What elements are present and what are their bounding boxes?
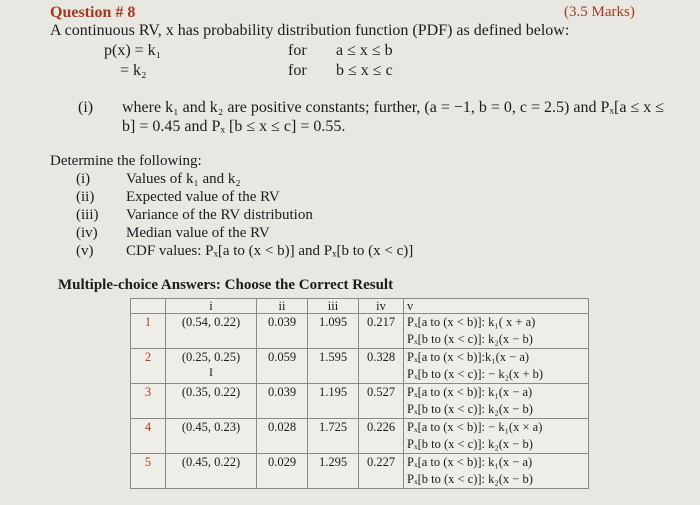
header-blank — [131, 299, 166, 314]
answer-option-row[interactable] — [131, 419, 589, 454]
text-cursor-icon: I — [209, 365, 213, 379]
option-value-v — [404, 349, 589, 384]
option-v-line-1: Pₓ[a to (x < b)]: k₁(x − a) — [407, 385, 533, 399]
column-header-iii: iii — [308, 299, 359, 314]
option-value-iv: 0.227 — [359, 454, 404, 489]
question-marks: (3.5 Marks) — [564, 4, 635, 20]
option-value-v — [404, 384, 589, 419]
option-number: 4 — [131, 419, 166, 454]
pdf-line2-for: for — [288, 62, 307, 79]
option-number: 2 — [131, 349, 166, 384]
task-num: (ii) — [76, 189, 95, 205]
option-value-i: (0.35, 0.22) — [166, 384, 257, 419]
answers-header-row — [131, 299, 589, 314]
option-value-iv: 0.328 — [359, 349, 404, 384]
option-value-i: (0.45, 0.22) — [166, 454, 257, 489]
column-header-i: i — [166, 299, 257, 314]
option-value-iv: 0.226 — [359, 419, 404, 454]
option-value-iii: 1.095 — [308, 314, 359, 349]
pdf-line1-for: for — [288, 42, 307, 59]
option-value-v — [404, 314, 589, 349]
option-v-line-2: Pₓ[b to (x < c)]: k₂(x − b) — [407, 437, 533, 451]
answer-option-row[interactable] — [131, 349, 589, 384]
question-title: Question # 8 — [50, 4, 136, 21]
option-number: 3 — [131, 384, 166, 419]
option-v-line-1: Pₓ[a to (x < b)]: − k₁(x × a) — [407, 420, 543, 434]
option-value-iii: 1.195 — [308, 384, 359, 419]
answers-heading: Multiple-choice Answers: Choose the Correct Result — [58, 277, 394, 293]
option-value-ii: 0.029 — [257, 454, 308, 489]
option-value-iii: 1.295 — [308, 454, 359, 489]
option-number: 5 — [131, 454, 166, 489]
answer-option-row[interactable] — [131, 454, 589, 489]
option-value-iii: 1.725 — [308, 419, 359, 454]
answer-option-row[interactable] — [131, 384, 589, 419]
option-value-ii: 0.039 — [257, 384, 308, 419]
option-value-i-text: (0.25, 0.25) — [181, 350, 241, 364]
option-value-v — [404, 419, 589, 454]
note-line-2: b] = 0.45 and Pₓ [b ≤ x ≤ c] = 0.55. — [122, 118, 346, 135]
task-num: (v) — [76, 243, 94, 259]
option-value-ii: 0.059 — [257, 349, 308, 384]
pdf-line2-lhs: = k₂ — [120, 62, 147, 79]
column-header-v: v — [404, 299, 589, 314]
task-text: CDF values: Pₓ[a to (x < b)] and Pₓ[b to (x < c)] — [126, 243, 414, 259]
option-value-iv: 0.527 — [359, 384, 404, 419]
option-v-line-1: Pₓ[a to (x < b)]:k₁(x − a) — [407, 350, 530, 364]
option-value-ii: 0.028 — [257, 419, 308, 454]
pdf-line1-lhs: p(x) = k₁ — [104, 42, 162, 59]
pdf-line1-cond: a ≤ x ≤ b — [336, 42, 393, 59]
option-v-line-2: Pₓ[b to (x < c)]: k₂(x − b) — [407, 332, 533, 346]
pdf-line2-cond: b ≤ x ≤ c — [336, 62, 393, 79]
task-num: (i) — [76, 171, 91, 187]
option-value-v — [404, 454, 589, 489]
option-v-line-1: Pₓ[a to (x < b)]: k₁( x + a) — [407, 315, 536, 329]
task-num: (iii) — [76, 207, 99, 223]
option-value-i: (0.45, 0.23) — [166, 419, 257, 454]
option-value-iii: 1.595 — [308, 349, 359, 384]
option-value-ii: 0.039 — [257, 314, 308, 349]
note-line-1: where k₁ and k₂ are positive constants; further, (a = −1, b = 0, c = 2.5) and Pₓ[a ≤ x ≤ — [122, 99, 665, 116]
task-text: Expected value of the RV — [126, 189, 280, 205]
column-header-ii: ii — [257, 299, 308, 314]
option-value-iv: 0.217 — [359, 314, 404, 349]
answer-option-row[interactable] — [131, 314, 589, 349]
answers-table — [130, 298, 589, 489]
option-number: 1 — [131, 314, 166, 349]
tasks-heading: Determine the following: — [50, 153, 202, 169]
option-v-line-2: Pₓ[b to (x < c)]: k₂(x − b) — [407, 472, 533, 486]
option-v-line-1: Pₓ[a to (x < b)]: k₁(x − a) — [407, 455, 533, 469]
option-v-line-2: Pₓ[b to (x < c)]: k₂(x − b) — [407, 402, 533, 416]
option-v-line-2: Pₓ[b to (x < c)]: − k₂(x + b) — [407, 367, 544, 381]
task-text: Values of k₁ and k₂ — [126, 171, 241, 187]
option-value-i: (0.54, 0.22) — [166, 314, 257, 349]
task-num: (iv) — [76, 225, 98, 241]
question-intro: A continuous RV, x has probability distribution function (PDF) as defined below: — [50, 22, 570, 39]
note-number: (i) — [78, 99, 94, 116]
option-value-i — [166, 349, 257, 384]
column-header-iv: iv — [359, 299, 404, 314]
task-text: Median value of the RV — [126, 225, 270, 241]
task-text: Variance of the RV distribution — [126, 207, 313, 223]
